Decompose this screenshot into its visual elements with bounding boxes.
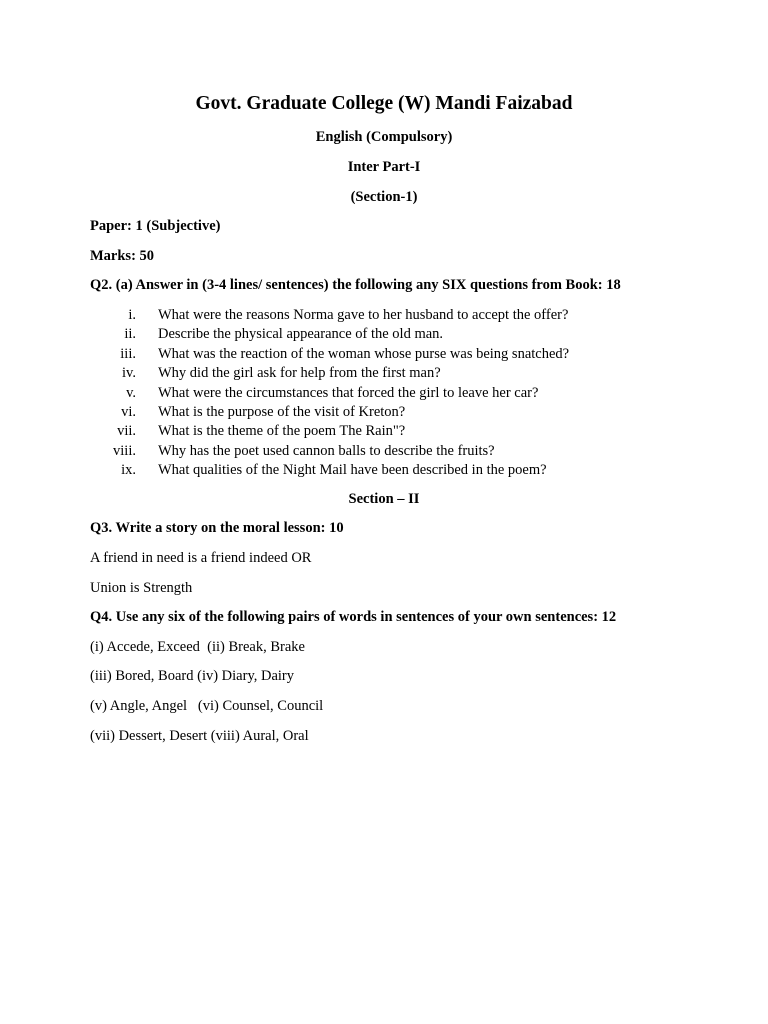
college-title: Govt. Graduate College (W) Mandi Faizabad (195, 93, 573, 114)
list-item-number: iii. (120, 345, 136, 362)
list-item-number: iv. (122, 365, 136, 382)
list-item-number: i. (128, 307, 136, 323)
q4-word-pairs-line: (i) Accede, Exceed (ii) Break, Brake (90, 639, 305, 655)
list-item-number: viii. (113, 442, 136, 459)
list-item-text: What is the theme of the poem The Rain"? (158, 423, 406, 440)
list-item-text: What were the reasons Norma gave to her husband to accept the offer? (158, 307, 569, 323)
section-1-title: (Section-1) (350, 189, 418, 205)
marks-label: Marks: 50 (90, 248, 155, 264)
list-item-number: v. (126, 384, 136, 401)
list-item-text: What were the circumstances that forced the girl to leave her car? (158, 384, 539, 401)
class-title: Inter Part-I (347, 159, 421, 175)
paper-label: Paper: 1 (Subjective) (90, 218, 221, 234)
list-item-number: vii. (117, 423, 136, 440)
list-item-text: Why has the poet used cannon balls to describe the fruits? (158, 442, 495, 459)
list-item-number: ii. (124, 326, 136, 343)
q4-word-pairs-line: (v) Angle, Angel (vi) Counsel, Council (90, 698, 324, 714)
q4-word-pairs-line: (vii) Dessert, Desert (viii) Aural, Oral (90, 728, 309, 744)
list-item-text: What qualities of the Night Mail have been described in the poem? (158, 462, 547, 479)
q4-word-pairs-line: (iii) Bored, Board (iv) Diary, Dairy (90, 668, 295, 684)
list-item-number: ix. (121, 462, 136, 479)
subject-title: English (Compulsory) (315, 129, 453, 145)
list-item-text: What was the reaction of the woman whose purse was being snatched? (158, 345, 570, 362)
section-2-title: Section – II (348, 491, 420, 507)
list-item-number: vi. (121, 403, 136, 420)
list-item-text: Why did the girl ask for help from the first man? (158, 365, 441, 382)
q3-option-1: A friend in need is a friend indeed OR (90, 550, 312, 566)
q3-option-2: Union is Strength (90, 580, 193, 596)
list-item-text: What is the purpose of the visit of Kreton? (158, 403, 406, 420)
list-item-text: Describe the physical appearance of the old man. (158, 326, 444, 343)
q2-heading: Q2. (a) Answer in (3-4 lines/ sentences) the following any SIX questions from Book: 18 (90, 277, 621, 293)
q4-heading: Q4. Use any six of the following pairs of words in sentences of your own sentences: 12 (90, 609, 617, 625)
q3-heading: Q3. Write a story on the moral lesson: 10 (90, 520, 344, 536)
